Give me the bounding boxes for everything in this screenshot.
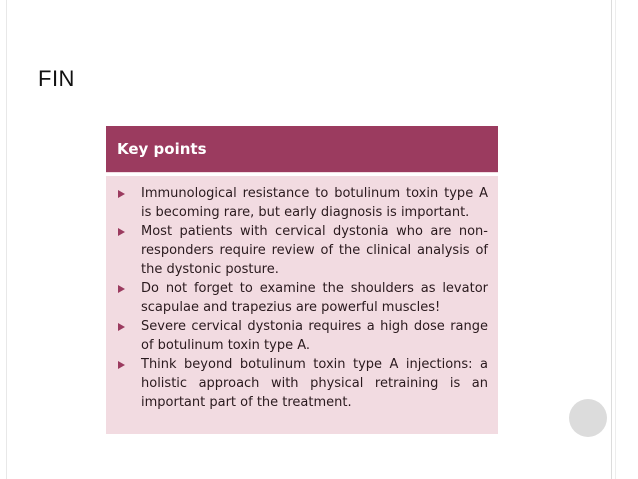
key-point-item xyxy=(118,184,488,222)
key-point-text: Immunological resistance to botulinum toxin type A is becoming rare, but early diagnosis is important. xyxy=(141,186,488,220)
key-point-item xyxy=(118,317,488,355)
key-point-item xyxy=(118,279,488,317)
key-point-text: Severe cervical dystonia requires a high dose range of botulinum toxin type A. xyxy=(141,319,488,353)
triangle-bullet-icon xyxy=(118,190,125,198)
slide-right-edge xyxy=(611,0,612,479)
key-point-item xyxy=(118,222,488,279)
key-points-heading: Key points xyxy=(106,126,498,172)
key-points-box xyxy=(106,126,498,434)
slide-nav-circle-button[interactable] xyxy=(569,399,607,437)
key-point-text: Think beyond botulinum toxin type A injections: a holistic approach with physical retraining is an important part of the treatment. xyxy=(141,357,488,410)
key-point-text: Do not forget to examine the shoulders as levator scapulae and trapezius are powerful muscles! xyxy=(141,281,488,315)
key-point-text: Most patients with cervical dystonia who are non-responders require review of the clinical analysis of the dystonic posture. xyxy=(141,224,488,277)
key-point-item xyxy=(118,355,488,412)
triangle-bullet-icon xyxy=(118,323,125,331)
triangle-bullet-icon xyxy=(118,361,125,369)
slide-right-edge-shadow xyxy=(615,0,616,479)
triangle-bullet-icon xyxy=(118,228,125,236)
key-points-list xyxy=(106,176,498,412)
triangle-bullet-icon xyxy=(118,285,125,293)
slide-title: FIN xyxy=(38,66,75,91)
slide-left-edge xyxy=(6,0,7,479)
